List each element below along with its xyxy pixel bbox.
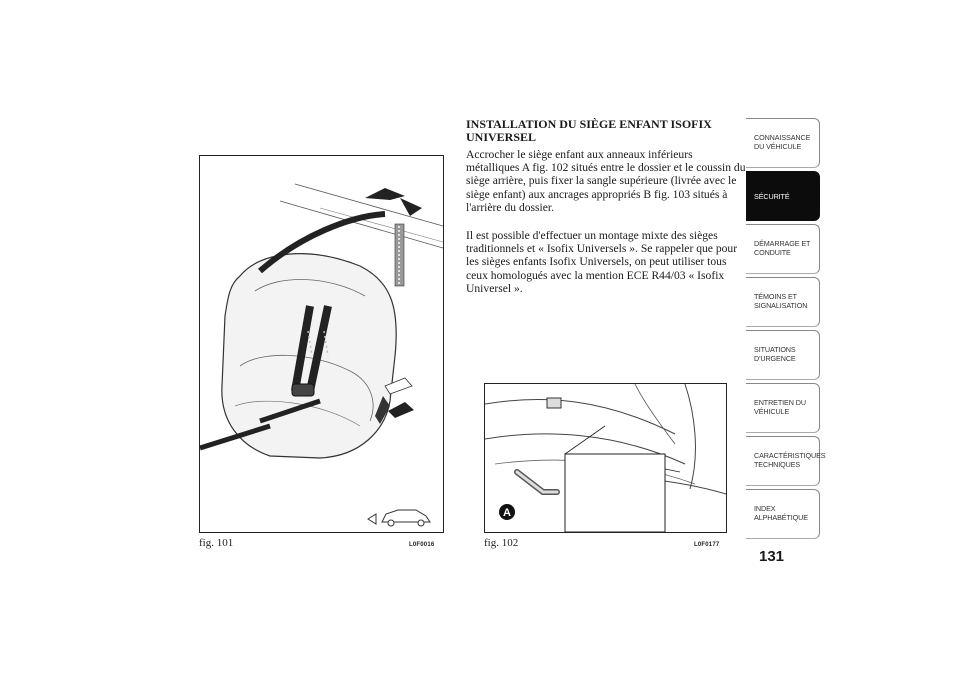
seat-back-line [295,184,443,226]
seat-back-edge [685,384,695,489]
arrow-icon [365,188,405,200]
callout-line [565,426,605,454]
figure-101-code: L0F0016 [409,542,435,548]
paragraph: Il est possible d'effectuer un montage mixte des sièges traditionnels et « Isofix Universels ». Se rappeler que pour les sièges enfants Isofix Universels, on peut utiliser tous ceux homologués avec la mention ECE R44/03 « Isofix Universel ». [466,229,738,295]
figure-102-caption: fig. 102 [484,537,519,549]
tab-label: ENTRETIEN DU VÉHICULE [754,398,806,416]
tab-situations-urgence[interactable] [746,330,820,380]
tab-demarrage-conduite[interactable] [746,224,820,274]
arrow-icon [400,198,422,216]
label-a: A [503,507,511,519]
chapter-nav [746,118,826,542]
car-wheel-icon [418,520,424,526]
figure-101-caption: fig. 101 [199,537,234,549]
page-number: 131 [759,548,785,565]
tab-connaissance-vehicule[interactable] [746,118,820,168]
figure-102-code: L0F0177 [694,542,720,548]
section-title: INSTALLATION DU SIÈGE ENFANT ISOFIX UNIVERSEL [466,117,712,144]
tab-label: DÉMARRAGE ET CONDUITE [754,239,811,257]
figure-102-isofix-anchor [484,383,727,533]
figure-101-child-seat [199,155,444,533]
harness-buckle [292,384,314,396]
tab-securite[interactable] [746,171,820,221]
direction-arrow-icon [368,514,376,524]
tab-temoins-signalisation[interactable] [746,277,820,327]
tab-label: TÉMOINS ET SIGNALISATION [754,292,808,310]
tab-label: SÉCURITÉ [754,192,790,201]
tab-caracteristiques-techniques[interactable] [746,436,826,486]
isofix-cover [547,398,561,408]
seat-shell [222,254,396,458]
tab-label: INDEX ALPHABÉTIQUE [754,504,808,522]
tab-label: CARACTÉRISTIQUES TECHNIQUES [754,451,826,469]
child-seat-illustration [200,156,443,532]
car-wheel-icon [388,520,394,526]
arrow-icon [388,402,414,418]
seat-seam [635,384,675,444]
tab-entretien-vehicule[interactable] [746,383,820,433]
tab-label: SITUATIONS D'URGENCE [754,345,796,363]
isofix-anchor-illustration [485,384,726,532]
paragraph: Accrocher le siège enfant aux anneaux inférieurs métalliques A fig. 102 situés entre le dossier et le coussin du siège arrière, puis fixer la sangle supérieure (livrée avec le siège enfant) aux ancrages appropriés B fig. 103 situés à l'arrière du dossier. [466,148,746,214]
seat-cushion-line [485,399,675,434]
tab-index-alphabetique[interactable] [746,489,820,539]
tab-label: CONNAISSANCE DU VÉHICULE [754,133,811,151]
detail-inset [565,454,665,532]
callout-line [665,469,680,472]
